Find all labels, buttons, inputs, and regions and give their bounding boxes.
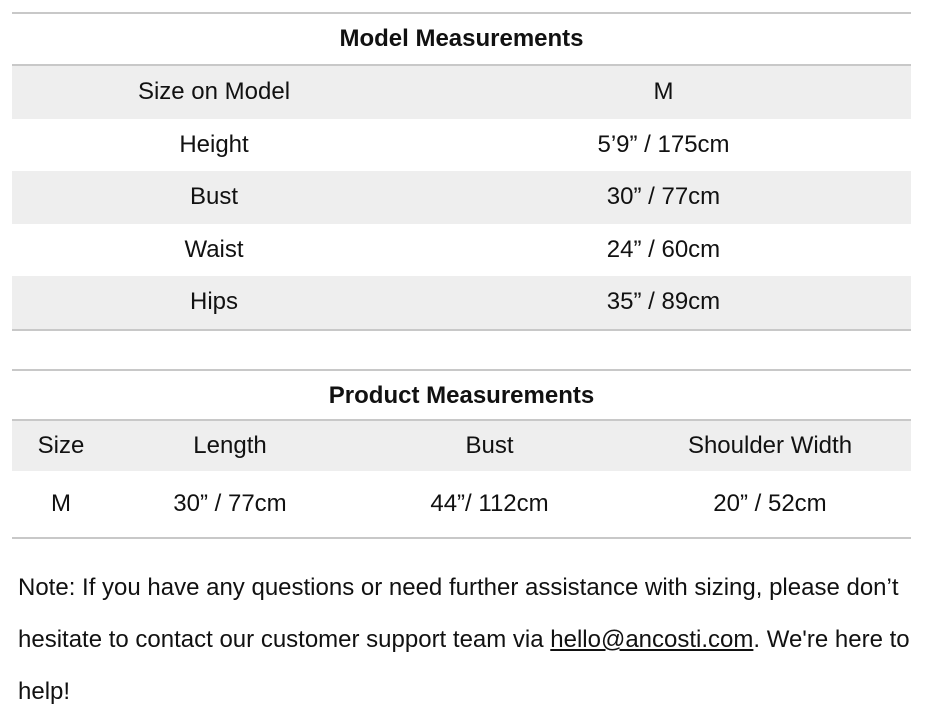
table-row bbox=[12, 224, 911, 277]
table-row bbox=[12, 66, 911, 119]
row-value: 5’9” / 175cm bbox=[597, 130, 730, 158]
model-measurements-title: Model Measurements bbox=[12, 12, 911, 66]
cell-bust: 44”/ 112cm bbox=[430, 490, 549, 517]
note-text-end: . We're here to help! bbox=[18, 626, 910, 705]
row-value: 30” / 77cm bbox=[606, 183, 721, 211]
row-label: Bust bbox=[189, 183, 239, 211]
cell-shoulder-width: 20” / 52cm bbox=[713, 490, 827, 517]
row-label: Size on Model bbox=[137, 78, 291, 106]
row-value: 35” / 89cm bbox=[606, 288, 721, 316]
row-label: Hips bbox=[189, 288, 238, 316]
column-header-bust: Bust bbox=[465, 432, 514, 459]
product-measurements-table bbox=[12, 369, 911, 539]
table-row bbox=[12, 119, 911, 172]
cell-size: M bbox=[51, 490, 71, 517]
sizing-note bbox=[18, 562, 924, 718]
table-row bbox=[12, 471, 911, 539]
row-label: Height bbox=[179, 130, 249, 158]
row-label: Waist bbox=[184, 235, 244, 263]
column-header-size: Size bbox=[37, 432, 85, 459]
table-header-row bbox=[12, 421, 911, 471]
cell-length: 30” / 77cm bbox=[173, 490, 287, 517]
model-measurements-table bbox=[12, 12, 911, 331]
note-text: Note: If you have any questions or need further assistance with sizing, please don’t hesitate to contact our customer support team via bbox=[18, 574, 899, 653]
table-row bbox=[12, 171, 911, 224]
row-value: 24” / 60cm bbox=[606, 235, 721, 263]
table-row bbox=[12, 276, 911, 331]
column-header-shoulder-width: Shoulder Width bbox=[687, 432, 853, 459]
column-header-length: Length bbox=[193, 432, 267, 459]
product-measurements-title: Product Measurements bbox=[12, 369, 911, 421]
row-value: M bbox=[653, 78, 674, 106]
support-email-link[interactable]: hello@ancosti.com bbox=[550, 626, 754, 653]
